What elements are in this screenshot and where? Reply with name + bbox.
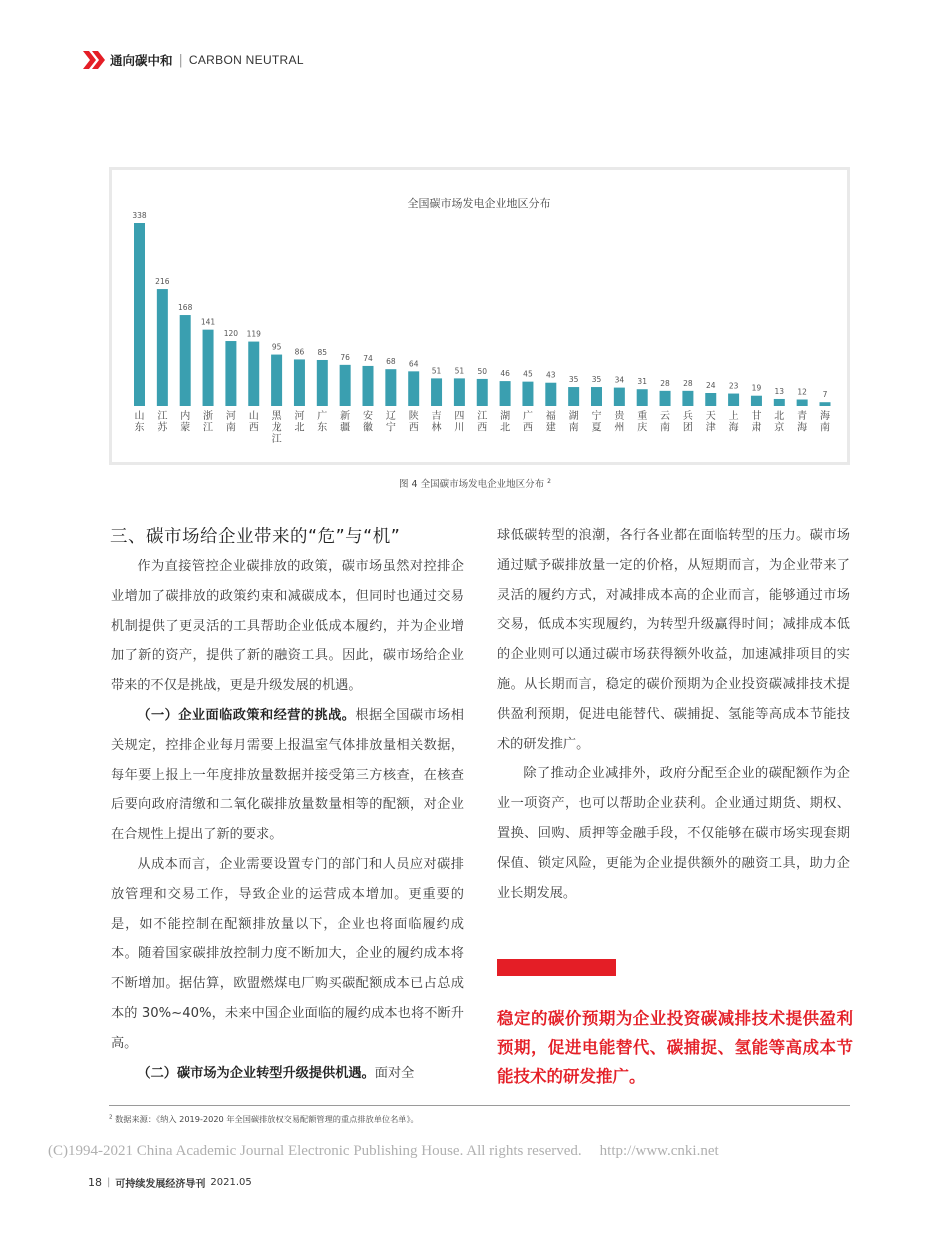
pull-quote-accent-bar bbox=[497, 959, 616, 976]
category-label: 湖南 bbox=[568, 411, 579, 434]
category-label: 青海 bbox=[797, 411, 808, 434]
data-label: 68 bbox=[386, 357, 396, 367]
header-separator: | bbox=[178, 52, 183, 68]
data-label: 50 bbox=[477, 366, 488, 376]
category-label: 甘肃 bbox=[751, 411, 762, 434]
subheading: （二）碳市场为企业转型升级提供机遇。 bbox=[137, 1065, 375, 1081]
category-label: 四川 bbox=[454, 411, 465, 434]
bar-chart bbox=[112, 170, 847, 462]
data-label: 13 bbox=[774, 386, 785, 396]
bar-宁夏 bbox=[591, 387, 602, 406]
left-column bbox=[111, 552, 464, 1088]
category-label: 广东 bbox=[317, 411, 328, 434]
journal-name: 可持续发展经济导刊 bbox=[115, 1179, 206, 1190]
category-label: 宁夏 bbox=[591, 411, 602, 434]
category-label: 江西 bbox=[477, 411, 488, 434]
category-label: 上海 bbox=[728, 411, 739, 434]
subheading: （一）企业面临政策和经营的挑战。 bbox=[137, 707, 356, 723]
footer-separator: | bbox=[107, 1177, 111, 1188]
data-label: 45 bbox=[523, 369, 533, 379]
bar-山东 bbox=[134, 223, 145, 406]
category-label: 北京 bbox=[774, 411, 785, 434]
page-number: 18 bbox=[88, 1176, 102, 1189]
bar-四川 bbox=[454, 378, 465, 406]
bar-江苏 bbox=[157, 289, 168, 406]
bar-云南 bbox=[660, 391, 671, 406]
category-label: 吉林 bbox=[431, 411, 442, 434]
bar-河北 bbox=[294, 359, 305, 406]
paragraph bbox=[111, 701, 464, 850]
data-label: 74 bbox=[363, 353, 373, 363]
category-label: 云南 bbox=[660, 411, 671, 434]
section-title: 三、碳市场给企业带来的“危”与“机” bbox=[110, 527, 401, 547]
category-label: 重庆 bbox=[637, 411, 648, 434]
bar-青海 bbox=[797, 400, 808, 406]
footnote-text: 数据来源：《纳入 2019-2020 年全国碳排放权交易配额管理的重点排放单位名单》。 bbox=[115, 1114, 419, 1124]
running-header bbox=[82, 47, 304, 73]
bar-重庆 bbox=[637, 389, 648, 406]
data-label: 168 bbox=[178, 303, 193, 313]
bar-贵州 bbox=[614, 388, 625, 406]
data-label: 19 bbox=[751, 383, 762, 393]
data-label: 34 bbox=[614, 375, 625, 385]
data-label: 85 bbox=[317, 347, 328, 357]
bar-河南 bbox=[225, 341, 236, 406]
chart-title: 全国碳市场发电企业地区分布 bbox=[407, 197, 551, 210]
bar-天津 bbox=[705, 393, 716, 406]
data-label: 43 bbox=[546, 370, 556, 380]
bar-上海 bbox=[728, 394, 739, 406]
data-label: 28 bbox=[683, 378, 693, 388]
bar-浙江 bbox=[203, 330, 214, 406]
data-label: 24 bbox=[705, 381, 716, 391]
category-label: 内蒙 bbox=[180, 411, 191, 434]
data-label: 216 bbox=[155, 277, 170, 287]
bar-甘肃 bbox=[751, 396, 762, 406]
bar-江西 bbox=[477, 379, 488, 406]
right-column bbox=[497, 521, 850, 908]
category-label: 新疆 bbox=[340, 411, 351, 434]
bar-山西 bbox=[248, 342, 259, 406]
data-label: 119 bbox=[246, 329, 261, 339]
data-label: 86 bbox=[294, 347, 305, 357]
category-label: 辽宁 bbox=[385, 411, 396, 434]
data-label: 120 bbox=[223, 329, 239, 339]
bar-广东 bbox=[317, 360, 328, 406]
figure-caption bbox=[0, 476, 950, 490]
category-label: 浙江 bbox=[203, 411, 214, 434]
category-label: 广西 bbox=[522, 411, 533, 434]
footnote-divider bbox=[109, 1105, 850, 1106]
bar-吉林 bbox=[431, 378, 442, 406]
footnote bbox=[109, 1114, 419, 1125]
paragraph-body: 根据全国碳市场相关规定，控排企业每月需要上报温室气体排放量相关数据，每年要上报上一年度排放量数据并接受第三方核查，在核查后要向政府清缴和二氧化碳排放量数量相等的配额，对企业在合规性上提出了新的要求。 bbox=[111, 707, 464, 843]
bar-广西 bbox=[522, 382, 533, 406]
figure-caption-text: 图 4 全国碳市场发电企业地区分布 bbox=[399, 479, 545, 490]
data-label: 51 bbox=[454, 366, 465, 376]
data-label: 95 bbox=[271, 342, 282, 352]
bar-兵团 bbox=[682, 391, 693, 406]
page-footer bbox=[88, 1175, 252, 1190]
paragraph-body: 面对全 bbox=[374, 1065, 415, 1081]
pull-quote: 稳定的碳价预期为企业投资碳减排技术提供盈利预期，促进电能替代、碳捕捉、氢能等高成本节能技术的研发推广。 bbox=[497, 1009, 853, 1086]
paragraph: 除了推动企业减排外，政府分配至企业的碳配额作为企业一项资产，也可以帮助企业获利。企业通过期货、期权、置换、回购、质押等金融手段，不仅能够在碳市场实现套期保值、锁定风险，更能为企业提供额外的融资工具，助力企业长期发展。 bbox=[497, 766, 850, 901]
category-label: 福建 bbox=[545, 411, 556, 434]
data-label: 35 bbox=[591, 375, 602, 385]
footnote-ref: 2 bbox=[109, 1114, 113, 1121]
category-label: 兵团 bbox=[682, 411, 693, 434]
paragraph: 从成本而言，企业需要设置专门的部门和人员应对碳排放管理和交易工作，导致企业的运营成本增加。更重要的是，如不能控制在配额排放量以下，企业也将面临履约成本。随着国家碳排放控制力度不断加大，企业的履约成本将不断增加。据估算，欧盟燃煤电厂购买碳配额成本已占总成本的 30%~40%，未来中国企业面临的履约成本也将不断升高。 bbox=[111, 856, 464, 1051]
category-label: 天津 bbox=[705, 411, 716, 434]
bar-海南 bbox=[820, 402, 831, 406]
category-label: 陕西 bbox=[408, 411, 419, 434]
category-label: 安徽 bbox=[363, 411, 373, 434]
data-label: 7 bbox=[822, 390, 828, 400]
data-label: 31 bbox=[637, 377, 647, 387]
category-label: 河南 bbox=[225, 411, 236, 434]
data-label: 12 bbox=[797, 387, 807, 397]
bar-北京 bbox=[774, 399, 785, 406]
bar-福建 bbox=[545, 383, 556, 406]
issue: 2021.05 bbox=[210, 1177, 252, 1188]
bar-辽宁 bbox=[385, 369, 396, 406]
paragraph: 作为直接管控企业碳排放的政策，碳市场虽然对控排企业增加了碳排放的政策约束和减碳成本，但同时也通过交易机制提供了更灵活的工具帮助企业低成本履约，并为企业增加了新的资产，提供了新的融资工具。因此，碳市场给企业带来的不仅是挑战，更是升级发展的机遇。 bbox=[111, 559, 464, 694]
data-label: 23 bbox=[728, 381, 739, 391]
bar-内蒙 bbox=[180, 315, 191, 406]
category-label: 河北 bbox=[294, 411, 305, 434]
header-section-en: CARBON NEUTRAL bbox=[188, 53, 304, 67]
data-label: 338 bbox=[132, 211, 147, 220]
copyright-url: http://www.cnki.net bbox=[599, 1143, 719, 1159]
header-section-cn: 通向碳中和 bbox=[110, 53, 173, 68]
copyright-text: (C)1994-2021 China Academic Journal Electronic Publishing House. All rights reserved. bbox=[48, 1143, 582, 1159]
copyright-watermark bbox=[48, 1143, 719, 1160]
data-label: 35 bbox=[568, 375, 579, 385]
data-label: 46 bbox=[500, 369, 510, 379]
category-label: 海南 bbox=[820, 411, 830, 434]
category-label: 山东 bbox=[134, 411, 145, 434]
bar-新疆 bbox=[340, 365, 351, 406]
bar-chart-frame bbox=[109, 167, 850, 465]
bar-陕西 bbox=[408, 371, 419, 406]
paragraph bbox=[111, 1059, 464, 1089]
bar-安徽 bbox=[363, 366, 374, 406]
data-label: 51 bbox=[431, 366, 442, 376]
bar-黑龙江 bbox=[271, 355, 282, 406]
data-label: 76 bbox=[340, 352, 350, 362]
category-label: 湖北 bbox=[500, 411, 511, 434]
data-label: 28 bbox=[660, 378, 670, 388]
data-label: 64 bbox=[408, 359, 419, 369]
double-chevron-icon bbox=[82, 48, 106, 72]
category-label: 黑龙江 bbox=[271, 411, 282, 445]
category-label: 江苏 bbox=[157, 411, 168, 434]
category-label: 山西 bbox=[248, 411, 259, 434]
figure-caption-ref: 2 bbox=[547, 477, 551, 485]
bar-湖北 bbox=[500, 381, 511, 406]
data-label: 141 bbox=[200, 317, 216, 327]
category-label: 贵州 bbox=[614, 411, 625, 434]
paragraph: 球低碳转型的浪潮，各行各业都在面临转型的压力。碳市场通过赋予碳排放量一定的价格，从短期而言，为企业带来了灵活的履约方式，对减排成本高的企业而言，能够通过市场交易，低成本实现履约，为转型升级赢得时间；减排成本低的企业则可以通过碳市场获得额外收益，加速减排项目的实施。从长期而言，稳定的碳价预期为企业投资碳减排技术提供盈利预期，促进电能替代、碳捕捉、氢能等高成本节能技术的研发推广。 bbox=[497, 528, 850, 752]
bar-湖南 bbox=[568, 387, 579, 406]
